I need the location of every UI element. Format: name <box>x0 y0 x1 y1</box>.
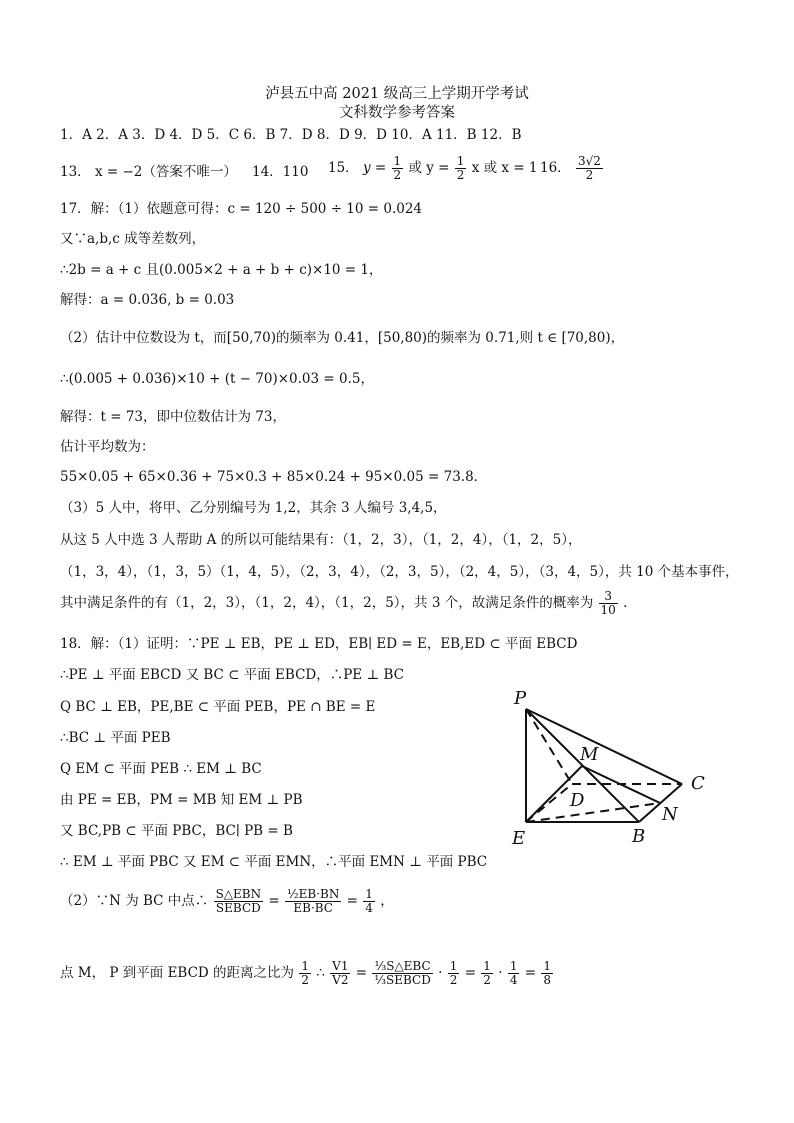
label-M: M <box>580 744 599 765</box>
q17-line-1: 17．解：（1）依题意可得：c = 120 ÷ 500 ÷ 10 = 0.024 <box>60 201 423 217</box>
pyramid-figure <box>494 678 724 848</box>
q18-line-5: Q EM ⊂ 平面 PEB ∴ EM ⊥ BC <box>60 761 262 777</box>
fraction-denominator: 2 <box>585 168 594 182</box>
fraction <box>599 590 618 617</box>
q17-line-12: （1，3，4），（1，3，5）（1，4，5），（2，3，4），（2，3，5），（2，4，5），（3，4，5），共 10 个基本事件， <box>60 564 739 580</box>
fraction <box>541 960 553 987</box>
choice-answers: 1．A 2．A 3．D 4．D 5．C 6．B 7．D 8．D 9．D 10．A 11．B 12．B <box>60 127 522 143</box>
fraction-denominator: 2 <box>456 168 465 182</box>
edge-PC <box>526 709 682 784</box>
edge-ED-hidden <box>526 784 572 822</box>
fraction-denominator: 4 <box>509 973 518 987</box>
fraction-numerator: 1 <box>456 154 465 168</box>
q17-line-8: 估计平均数为： <box>60 439 155 455</box>
fraction-denominator: ⅓SEBCD <box>374 973 431 987</box>
label-P: P <box>514 688 527 709</box>
q17-line-11: 从这 5 人中选 3 人帮助 A 的所以可能结果有：（1，2，3），（1，2，4），（1，2，5）， <box>60 532 582 548</box>
fraction-numerator: S△EBN <box>215 887 262 901</box>
fraction-denominator: 8 <box>543 973 552 987</box>
q17-line-10: （3）5 人中，将甲、乙分别编号为 1,2，其余 3 人编号 3,4,5， <box>60 500 447 516</box>
fraction <box>455 155 467 182</box>
label-C: C <box>691 773 705 794</box>
q18-line-9: （2）∵N 为 BC 中点∴ $\frac{\text{S△EBN}}{\text{SEBCD}}$ = $\frac{\text{½EB·BN}}{EB\cdot BC}$ = $\frac{1}{4}$ ， <box>60 887 394 915</box>
q18-line-2: ∴PE ⊥ 平面 EBCD 又 BC ⊂ 平面 EBCD，∴PE ⊥ BC <box>60 667 404 683</box>
q18-line-1: 18．解：（1）证明：∵PE ⊥ EB，PE ⊥ ED，EB∣ ED = E，EB,ED ⊂ 平面 EBCD <box>60 636 578 652</box>
fraction-numerator: 1 <box>543 959 552 973</box>
fraction-denominator: EB·BC <box>293 901 333 915</box>
q17-line-13: 其中满足条件的有（1，2，3），（1，2，4），（1，2，5），共 3 个，故满足条件的概率为 $\frac{3}{10}$ . <box>60 589 628 617</box>
fraction <box>330 960 350 987</box>
fraction <box>214 888 264 915</box>
q17-line-2: 又∵a,b,c 成等差数列， <box>60 231 206 247</box>
fraction-numerator: ⅓S△EBC <box>372 960 432 974</box>
q18-line-10: 点 M， P 到平面 EBCD 的距离之比为 $\frac{1}{2}$ ∴ $\frac{V1}{V2}$ = $\frac{\text{⅓S△EBC}}{\text{⅓SEBCD}}$ · $\frac{1}{2}$ = $\frac{1}{2}$ · $\frac{1}{4}$ = $\frac{1}{8}$ <box>60 959 552 987</box>
q18-line-7: 又 BC,PB ⊂ 平面 PBC，BC∣ PB = B <box>60 823 293 839</box>
fraction-numerator: 1 <box>483 959 491 973</box>
label-E: E <box>512 828 526 848</box>
fraction-denominator: 2 <box>483 973 491 987</box>
fraction <box>285 888 341 915</box>
q17-line-7: 解得：t = 73，即中位数估计为 73， <box>60 409 286 425</box>
fraction-numerator: 3√2 <box>577 154 601 168</box>
fraction <box>508 960 520 987</box>
answer-13: 13． x = −2（答案不唯一） <box>60 164 237 180</box>
q17-line-6: ∴(0.005 + 0.036)×10 + (t − 70)×0.03 = 0.5， <box>60 371 374 387</box>
fraction-numerator: 3 <box>599 590 618 604</box>
answer-15: 15． y = $\frac{1}{2}$ 或 y = $\frac{1}{2}$ x 或 x = 1 <box>328 154 538 182</box>
fraction <box>392 155 404 182</box>
page-subtitle: 文科数学参考答案 <box>339 105 455 121</box>
fraction <box>481 960 493 987</box>
segment-EN-hidden <box>526 803 660 822</box>
fraction-denominator: 2 <box>393 168 402 182</box>
fraction <box>363 888 375 915</box>
fraction-denominator: 10 <box>600 603 616 617</box>
fraction-numerator: ½EB·BN <box>287 887 340 901</box>
label-N: N <box>662 804 678 825</box>
fraction-denominator: 2 <box>449 973 458 987</box>
q18-line-4: ∴BC ⊥ 平面 PEB <box>60 730 171 746</box>
page-title: 泸县五中高 2021 级高三上学期开学考试 <box>265 86 529 102</box>
fraction-denominator: 2 <box>301 973 309 987</box>
fraction-numerator: 1 <box>449 959 458 973</box>
fraction <box>576 155 603 182</box>
answer-14: 14．110 <box>252 164 309 180</box>
fraction-numerator: 1 <box>365 887 373 901</box>
fraction-numerator: 1 <box>393 154 402 168</box>
label-D: D <box>570 790 585 811</box>
fraction <box>372 960 432 987</box>
q17-line-5: （2）估计中位数设为 t，而[50,70)的频率为 0.41，[50,80)的频率为 0.71,则 t ∈ [70,80)， <box>60 330 625 346</box>
fraction <box>299 960 311 987</box>
q17-line-9: 55×0.05 + 65×0.36 + 75×0.3 + 85×0.24 + 95×0.05 = 73.8． <box>60 469 488 485</box>
q17-line-3: ∴2b = a + c 且(0.005×2 + a + b + c)×10 = 1， <box>60 262 383 278</box>
fraction-numerator: 1 <box>509 959 518 973</box>
fraction-denominator: SEBCD <box>215 901 261 915</box>
q18-line-6: 由 PE = EB，PM = MB 知 EM ⊥ PB <box>60 792 303 808</box>
fraction-denominator: 4 <box>365 901 373 915</box>
fraction-denominator: V2 <box>332 973 349 987</box>
q18-line-3: Q BC ⊥ EB，PE,BE ⊂ 平面 PEB，PE ∩ BE = E <box>60 699 376 715</box>
fraction-numerator: V1 <box>332 959 349 973</box>
fraction-numerator: 1 <box>301 959 309 973</box>
q18-line-8: ∴ EM ⊥ 平面 PBC 又 EM ⊂ 平面 EMN，∴平面 EMN ⊥ 平面 PBC <box>60 854 488 870</box>
label-B: B <box>632 826 646 847</box>
fraction <box>448 960 460 987</box>
q17-line-4: 解得：a = 0.036, b = 0.03 <box>60 292 235 308</box>
answer-16: 16． $\frac{3√2}{2}$ <box>540 154 601 182</box>
fill-blank-answers <box>60 155 740 191</box>
